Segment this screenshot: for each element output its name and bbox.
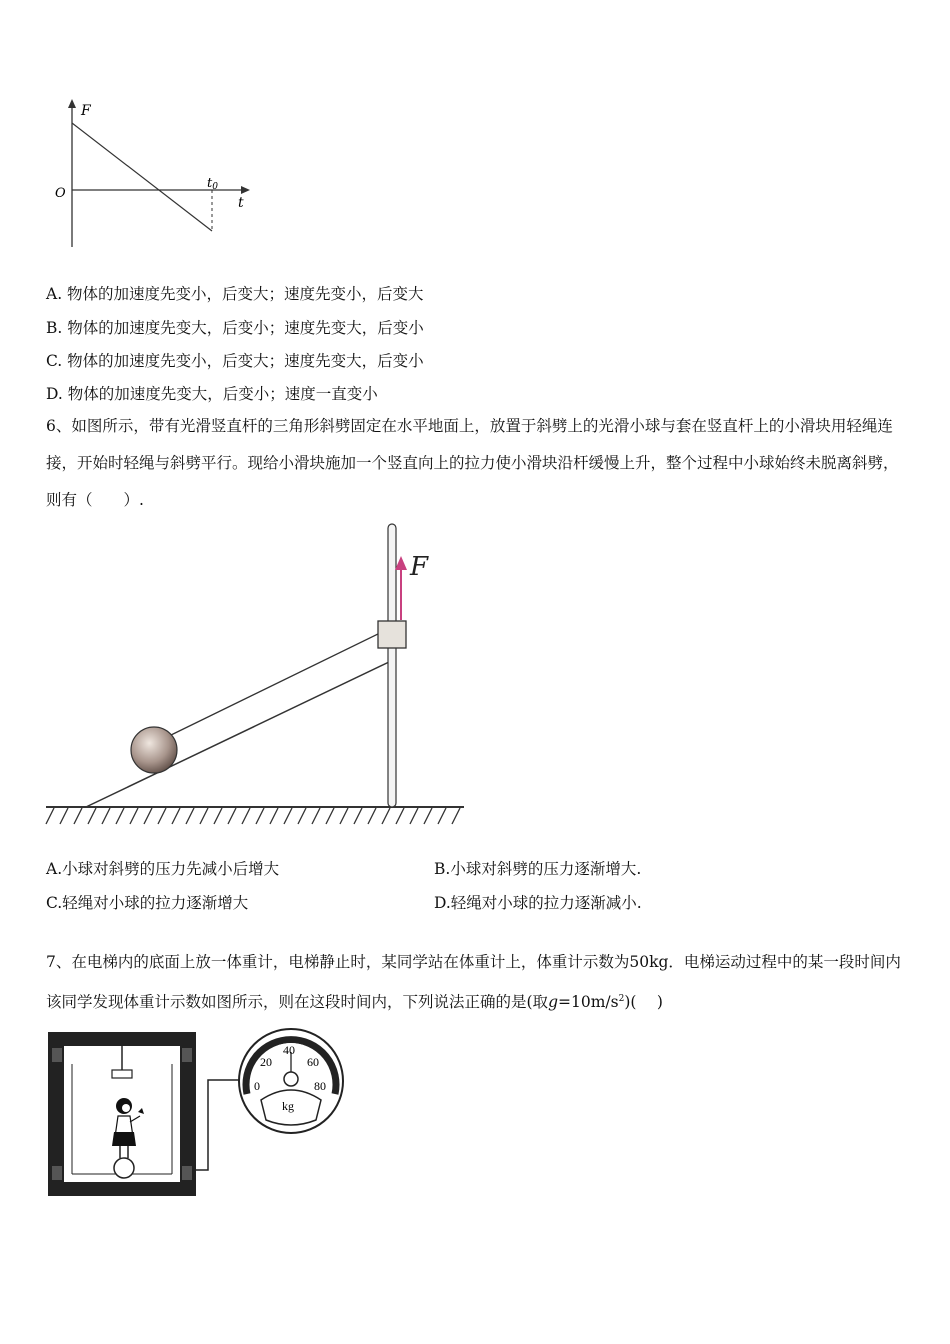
- slider-block: [378, 621, 406, 648]
- q5-option-c: C. 物体的加速度先变小，后变大；速度先变大，后变小: [46, 352, 424, 370]
- q5-option-b: B. 物体的加速度先变大，后变小；速度先变大，后变小: [46, 319, 424, 337]
- force-time-graph: [50, 95, 260, 255]
- q6-option-b: B.小球对斜劈的压力逐渐增大.: [434, 860, 642, 878]
- g-symbol: g: [548, 993, 558, 1012]
- y-axis-label: F: [81, 103, 91, 119]
- q6-option-d: D.轻绳对小球的拉力逐渐减小.: [434, 894, 642, 912]
- q5-option-a: A. 物体的加速度先变小，后变大；速度先变小，后变大: [46, 285, 424, 303]
- tick-20: 20: [260, 1055, 272, 1069]
- elevator-scale-figure: [48, 1024, 348, 1199]
- force-label: F: [410, 552, 429, 582]
- q6-stem: 6、如图所示，带有光滑竖直杆的三角形斜劈固定在水平地面上，放置于斜劈上的光滑小球与套在竖直杆上的小滑块用轻绳连接，开始时轻绳与斜劈平行。现给小滑块施加一个竖直向上的拉力使小滑块沿杆缓慢上升，整个过程中小球始终未脱离斜劈，则有（ ）.: [46, 417, 899, 509]
- q5-option-d: D. 物体的加速度先变大，后变小；速度一直变小: [46, 385, 378, 403]
- q7-stem: [46, 944, 911, 1021]
- wedge-ball-figure: [44, 520, 469, 830]
- scale-unit: kg: [282, 1099, 294, 1113]
- q6-option-a: A.小球对斜劈的压力先减小后增大: [46, 860, 280, 878]
- q7-stem-text: 7、在电梯内的底面上放一体重计，电梯静止时，某同学站在体重计上，体重计示数为50kg．电梯运动过程中的某一段时间内该同学发现体重计示数如图所示，则在这段时间内，下列说法正确的是(取: [46, 953, 901, 1012]
- origin-label: O: [55, 186, 66, 201]
- q6-option-c: C.轻绳对小球的拉力逐渐增大: [46, 894, 249, 912]
- tick-60: 60: [307, 1055, 319, 1069]
- q7-stem-end: )( ): [624, 993, 663, 1012]
- g-value: =10m/s: [558, 993, 619, 1012]
- tick-0: 0: [254, 1079, 260, 1093]
- scale-platform: [114, 1158, 134, 1178]
- tick-80: 80: [314, 1079, 326, 1093]
- x-axis-label: t: [238, 195, 244, 211]
- ball: [131, 727, 177, 773]
- force-arrow-icon: [395, 556, 407, 570]
- g-exponent: 2: [618, 994, 625, 1004]
- tick-40: 40: [283, 1043, 295, 1057]
- t0-label: t0: [207, 176, 218, 192]
